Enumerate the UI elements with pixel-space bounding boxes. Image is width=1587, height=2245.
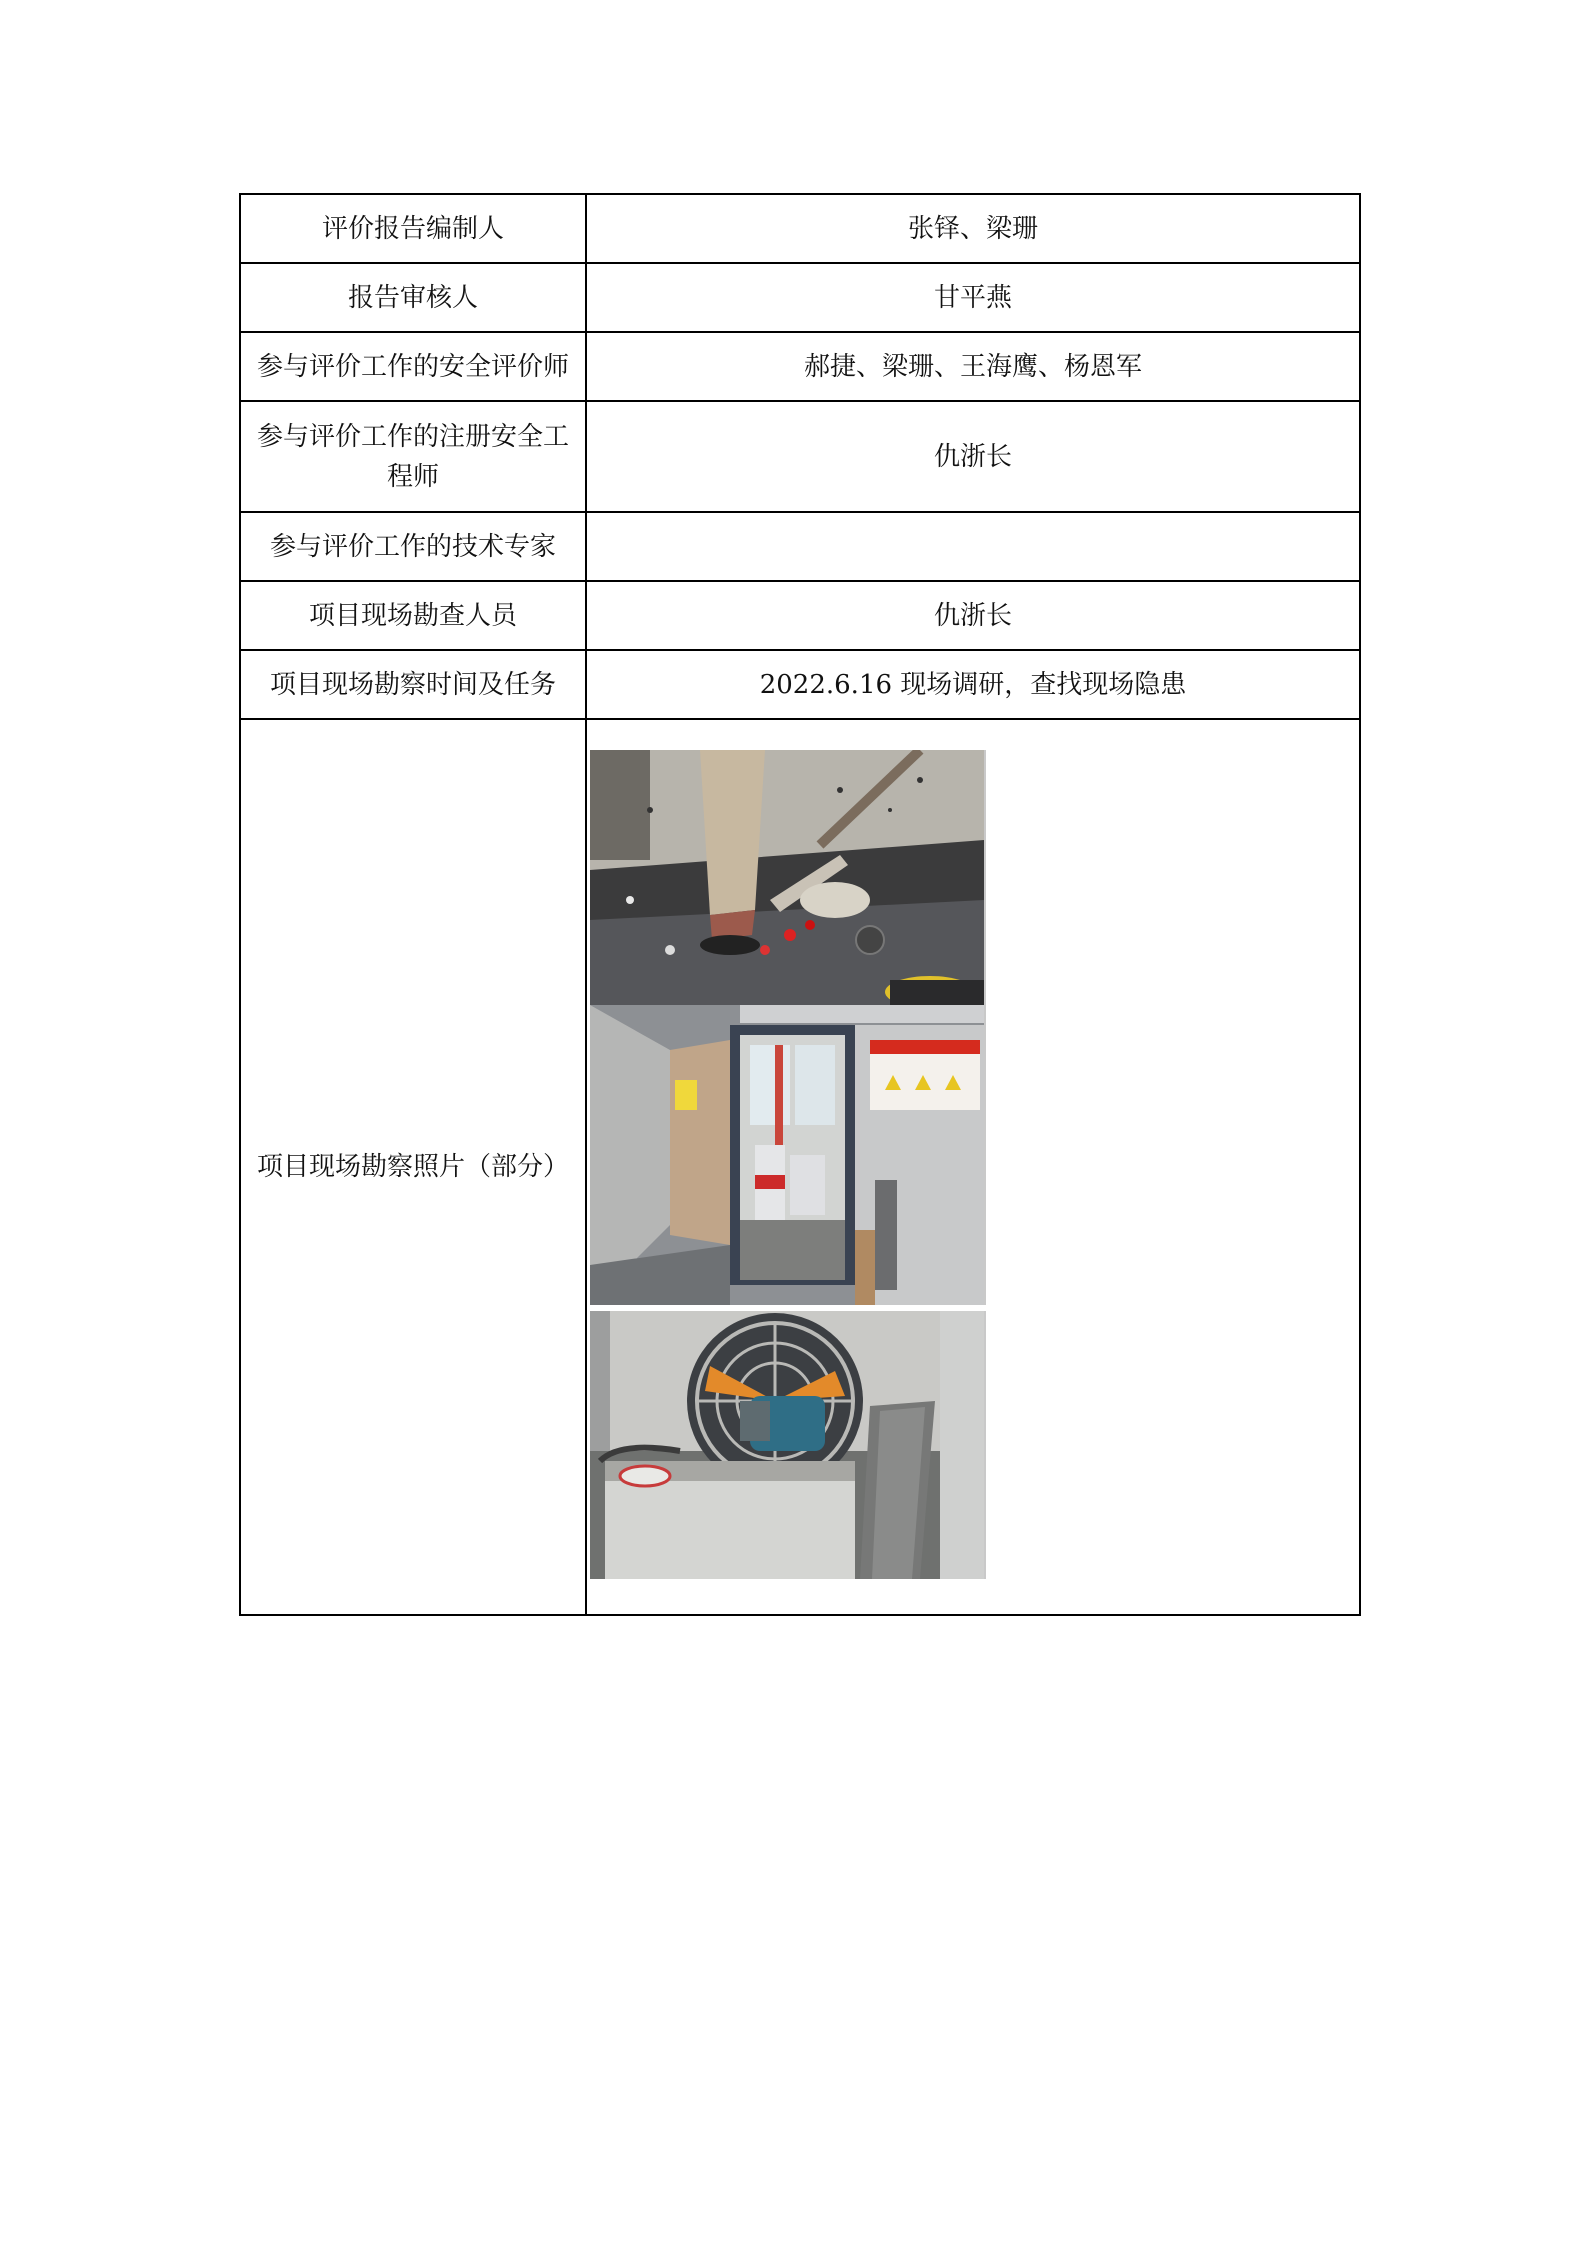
row-value-cell	[586, 194, 1360, 263]
table-row	[240, 263, 1360, 332]
row-label-cell	[240, 263, 586, 332]
table-row-photos	[240, 719, 1360, 1615]
row-label: 项目现场勘查人员	[308, 600, 517, 631]
table-row	[240, 332, 1360, 401]
row-label-cell	[240, 719, 586, 1615]
row-value-cell	[586, 263, 1360, 332]
row-value: 2022.6.16 现场调研，查找现场隐患	[759, 669, 1187, 700]
row-label: 项目现场勘察时间及任务	[269, 669, 556, 700]
row-label: 项目现场勘察照片（部分）	[256, 1152, 569, 1182]
burned-pipe-and-wall-photo	[590, 750, 986, 1005]
burned-pipe-and-wall-image	[590, 750, 984, 1005]
row-label: 参与评价工作的技术专家	[269, 531, 556, 562]
row-label: 评价报告编制人	[321, 213, 504, 244]
row-value: 张铎、梁珊	[907, 213, 1038, 244]
row-value: 仇浙长	[933, 600, 1012, 631]
explosion-proof-fan-photo	[590, 1311, 986, 1579]
row-value: 仇浙长	[933, 441, 1012, 472]
table-row	[240, 401, 1360, 512]
row-label-cell	[240, 512, 586, 581]
photo-stack	[590, 750, 984, 1579]
row-label-cell	[240, 332, 586, 401]
row-label: 报告审核人	[347, 282, 478, 313]
row-label: 参与评价工作的注册安全工程师	[256, 421, 569, 492]
table-row	[240, 581, 1360, 650]
table-row	[240, 512, 1360, 581]
row-label-cell	[240, 194, 586, 263]
row-value-cell	[586, 332, 1360, 401]
row-value-cell	[586, 512, 1360, 581]
row-value-cell	[586, 401, 1360, 512]
report-table	[239, 193, 1361, 1616]
row-value-cell	[586, 581, 1360, 650]
doorway-with-warning-signs-image	[590, 1005, 984, 1305]
explosion-proof-fan-image	[590, 1311, 984, 1579]
row-label: 参与评价工作的安全评价师	[256, 351, 569, 382]
photo-cell	[586, 719, 1360, 1615]
row-label-cell	[240, 401, 586, 512]
table-row	[240, 194, 1360, 263]
row-label-cell	[240, 650, 586, 719]
row-value: 甘平燕	[933, 282, 1012, 313]
doorway-with-warning-signs-photo	[590, 1005, 986, 1305]
row-label-cell	[240, 581, 586, 650]
table-row	[240, 650, 1360, 719]
row-value-cell	[586, 650, 1360, 719]
row-value: 郝捷、梁珊、王海鹰、杨恩军	[803, 351, 1142, 382]
